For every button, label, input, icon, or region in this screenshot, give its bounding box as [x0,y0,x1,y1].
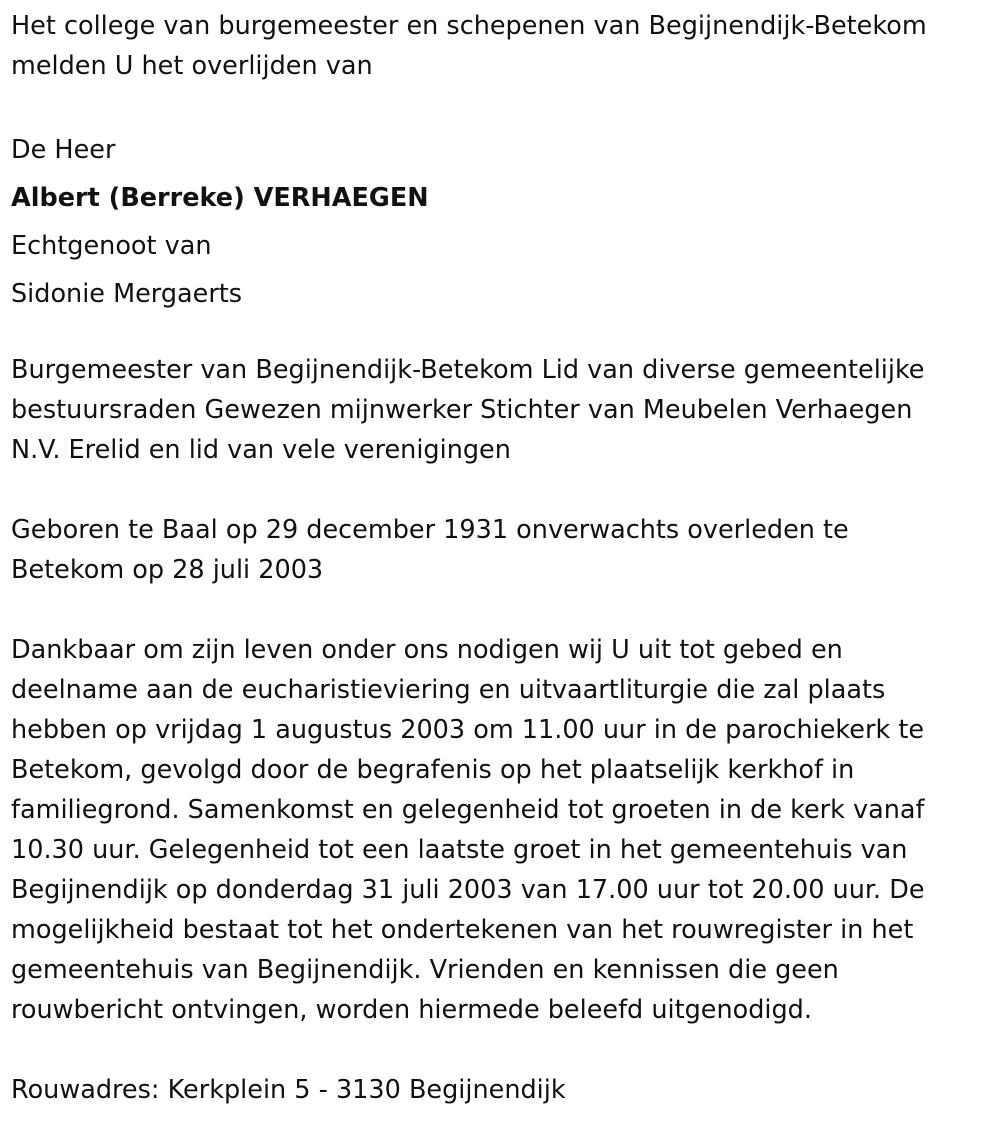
birth-death-line: Betekom op 28 juli 2003 [11,555,324,585]
ceremony-line: mogelijkheid bestaat tot het ondertekenen van het rouwregister in het [11,915,914,945]
ceremony-line: familiegrond. Samenkomst en gelegenheid tot groeten in de kerk vanaf [11,795,925,825]
deceased-name: Albert (Berreke) VERHAEGEN [11,183,429,213]
spouse-label: Echtgenoot van [11,231,212,261]
ceremony-line: deelname aan de eucharistieviering en uitvaartliturgie die zal plaats [11,675,886,705]
intro-line: Het college van burgemeester en schepenen van Begijnendijk-Betekom [11,11,927,41]
honorific: De Heer [11,135,116,165]
ceremony-line: gemeentehuis van Begijnendijk. Vrienden en kennissen die geen [11,955,839,985]
ceremony-line: Begijnendijk op donderdag 31 juli 2003 van 17.00 uur tot 20.00 uur. De [11,875,925,905]
ceremony-line: 10.30 uur. Gelegenheid tot een laatste groet in het gemeentehuis van [11,835,908,865]
mourning-address-text: Rouwadres: Kerkplein 5 - 3130 Begijnendijk [11,1075,566,1105]
mourning-address [11,1070,566,1110]
ceremony-paragraph [11,630,925,1030]
birth-death-line: Geboren te Baal op 29 december 1931 onverwachts overleden te [11,515,849,545]
birth-death-paragraph [11,510,849,590]
roles-paragraph [11,350,925,470]
roles-line: N.V. Erelid en lid van vele verenigingen [11,435,511,465]
spouse-name: Sidonie Mergaerts [11,279,243,309]
roles-line: Burgemeester van Begijnendijk-Betekom Lid van diverse gemeentelijke [11,355,925,385]
ceremony-line: Betekom, gevolgd door de begrafenis op het plaatselijk kerkhof in [11,755,855,785]
ceremony-line: hebben op vrijdag 1 augustus 2003 om 11.00 uur in de parochiekerk te [11,715,925,745]
deceased-block [11,126,429,318]
ceremony-line: rouwbericht ontvingen, worden hiermede beleefd uitgenodigd. [11,995,812,1025]
ceremony-line: Dankbaar om zijn leven onder ons nodigen wij U uit tot gebed en [11,635,843,665]
intro-paragraph [11,6,927,86]
roles-line: bestuursraden Gewezen mijnwerker Stichter van Meubelen Verhaegen [11,395,913,425]
intro-line: melden U het overlijden van [11,51,373,81]
